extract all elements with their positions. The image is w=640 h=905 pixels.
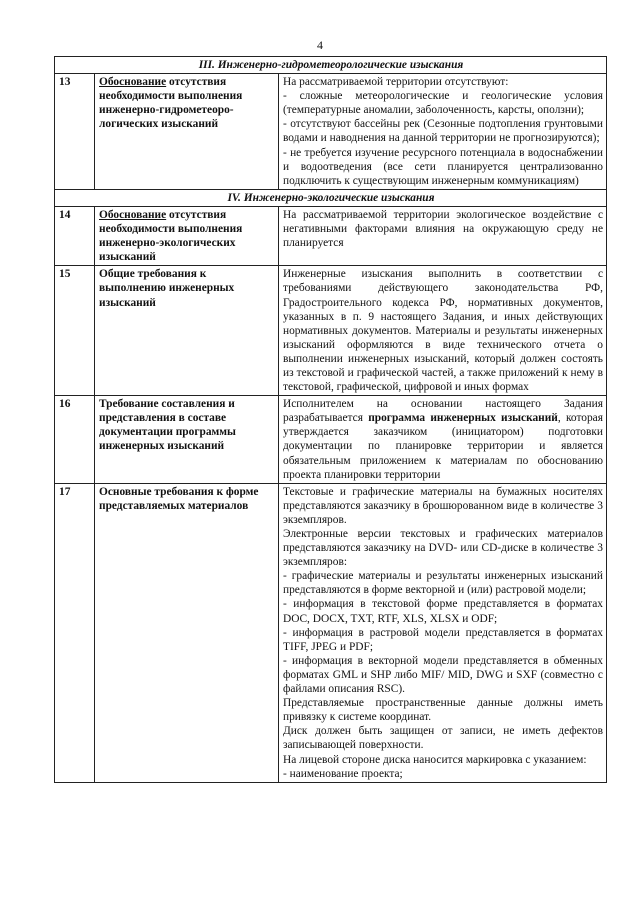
content-text: , которая утверждается заказчиком (инициатором) подготовки документации по планировке территории и является обязательным приложением к материалам по обоснованию проекта планировки территории bbox=[283, 412, 603, 481]
row-title-underlined: Обоснование bbox=[99, 76, 167, 89]
section-title: IV. Инженерно-экологические изыскания bbox=[55, 189, 607, 206]
paragraph: На лицевой стороне диска наносится маркировка с указанием: bbox=[283, 753, 587, 766]
section-title: III. Инженерно-гидрометеорологические изыскания bbox=[55, 57, 607, 74]
paragraph: - сложные метеорологические и геологические условия (температурные аномалии, заболоченность, карсты, оползни); bbox=[283, 90, 603, 117]
paragraph: - отсутствуют бассейны рек (Сезонные подтопления грунтовыми водами и наводнения на данной территории не прогнозируются); bbox=[283, 118, 603, 145]
table-row bbox=[55, 483, 607, 782]
row-number: 16 bbox=[55, 396, 95, 484]
content-bold-text: программа инженерных изысканий bbox=[368, 412, 558, 425]
paragraph: - графические материалы и результаты инженерных изысканий представляются в форме векторной и (или) растровой модели; bbox=[283, 570, 603, 597]
row-content bbox=[279, 74, 607, 190]
row-number: 13 bbox=[55, 74, 95, 190]
row-number: 14 bbox=[55, 206, 95, 265]
content-text: Исполнителем на основании настоящего Задания разрабатывается bbox=[283, 398, 603, 425]
page-number: 4 bbox=[317, 38, 323, 52]
table-row bbox=[55, 206, 607, 265]
paragraph: Текстовые и графические материалы на бумажных носителях представляются заказчику в брошюрованном виде в количестве 3 экземпляров. bbox=[283, 485, 603, 526]
row-title-rest: отсутствия необходимости выполнения инженерно-экологических изысканий bbox=[99, 208, 243, 264]
table-row bbox=[55, 396, 607, 484]
row-number: 15 bbox=[55, 266, 95, 396]
paragraph: На рассматриваемой территории отсутствуют: bbox=[283, 76, 509, 89]
paragraph: - не требуется изучение ресурсного потенциала в водоснабжении и водоотведения (все сети планируется централизованно подключить к существующим инженерным коммуникациям) bbox=[283, 146, 603, 187]
paragraph: - информация в растровой модели представляется в форматах TIFF, JPEG и PDF; bbox=[283, 626, 603, 653]
row-number: 17 bbox=[55, 483, 95, 782]
row-content bbox=[279, 266, 607, 396]
table-row bbox=[55, 74, 607, 190]
paragraph: Инженерные изыскания выполнить в соответствии с требованиями действующего законодательства РФ, Градостроительного кодекса РФ, нормативных документов, указанных в п. 9 настоящего Задания, и иных действующих нормативных документов. Материалы и результаты инженерных изысканий оформляются в виде технического отчета о выполнении инженерных изысканий, который должен состоять из текстовой и графической частей, а также приложений к нему в текстовой, графической, цифровой и иных формах bbox=[283, 268, 603, 394]
row-title-rest: отсутствия необходимости выполнения инженерно-гидрометеоро-логических изысканий bbox=[99, 76, 243, 131]
row-content bbox=[279, 206, 607, 265]
row-title: Общие требования к выполнению инженерных изысканий bbox=[95, 266, 279, 396]
row-content bbox=[279, 483, 607, 782]
row-title-underlined: Обоснование bbox=[99, 208, 167, 221]
table-row bbox=[55, 266, 607, 396]
row-title bbox=[95, 206, 279, 265]
row-title bbox=[95, 74, 279, 190]
paragraph: На рассматриваемой территории экологическое воздействие с негативными факторами влияния на окружающую среду не планируется bbox=[283, 208, 603, 250]
row-title: Основные требования к форме представляемых материалов bbox=[95, 483, 279, 782]
paragraph: - наименование проекта; bbox=[283, 767, 403, 780]
paragraph: Представляемые пространственные данные должны иметь привязку к системе координат. bbox=[283, 697, 603, 724]
section-header-row bbox=[55, 57, 607, 74]
paragraph: Диск должен быть защищен от записи, не иметь дефектов записывающей поверхности. bbox=[283, 725, 603, 752]
paragraph: - информация в векторной модели представляется в обменных форматах GML и SHP либо MIF/ MID, DWG и SXF (совместно с файлами описания RSC). bbox=[283, 654, 603, 696]
paragraph: - информация в текстовой форме представляется в форматах DOC, DOCX, TXT, RTF, XLS, XLSX и ODF; bbox=[283, 598, 603, 625]
paragraph: Электронные версии текстовых и графических материалов представляются заказчику на DVD- или CD-диске в количестве 3 экземпляров: bbox=[283, 528, 603, 569]
row-title: Требование составления и представления в составе документации программы инженерных изысканий bbox=[95, 396, 279, 484]
row-content bbox=[279, 396, 607, 484]
requirements-table bbox=[54, 56, 607, 783]
section-header-row bbox=[55, 189, 607, 206]
